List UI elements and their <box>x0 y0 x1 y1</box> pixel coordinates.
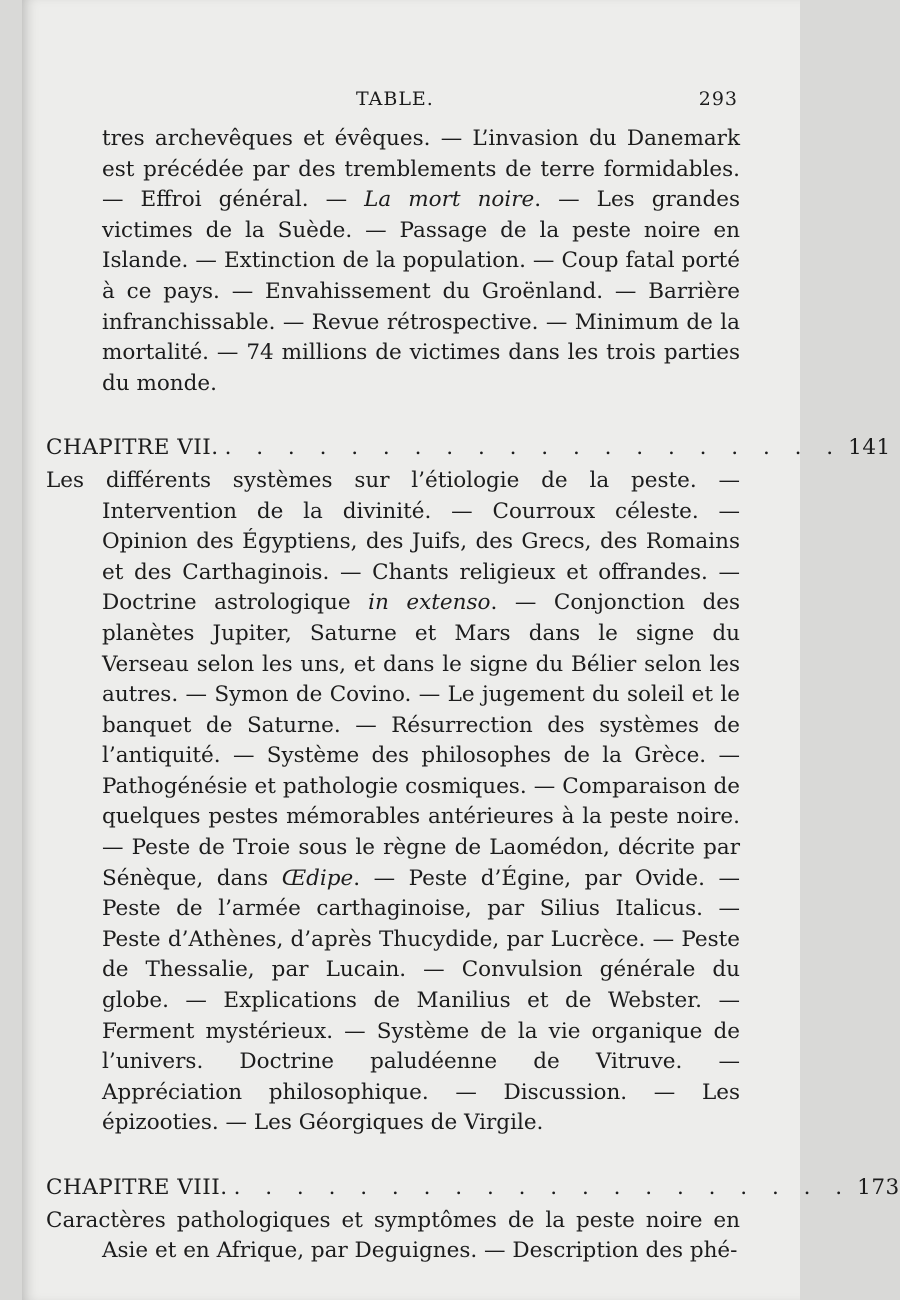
chapter-7-page: 141 <box>848 435 891 461</box>
chapter-7-leader-dots: . . . . . . . . . . . . . . . . . . . . <box>224 435 843 461</box>
chapter-8-entry <box>0 1206 800 1267</box>
running-head <box>0 86 800 116</box>
chapter-7-title: CHAPITRE VII. <box>46 435 219 461</box>
chapter-7-heading <box>46 433 891 464</box>
running-title: TABLE. <box>356 88 434 110</box>
chapter-8-title: CHAPITRE VIII. <box>46 1175 228 1200</box>
chapter-8-page: 173 <box>857 1175 900 1200</box>
table-of-contents <box>0 124 900 1267</box>
continued-entry <box>0 124 800 399</box>
chapter-8-heading <box>46 1173 900 1204</box>
chapter-7-entry <box>0 466 800 1139</box>
continued-entry-text: tres archevêques et évêques. — L’invasion du Danemark est précédée par des tremblements de terre formidables. — Effroi général. — La mort noire. — Les grandes victimes de la Suède. — Passage de la peste noire en Islande. — Extinction de la population. — Coup fatal porté à ce pays. — Envahissement du Groënland. — Barrière infranchissable. — Revue rétrospective. — Minimum de la mortalité. — 74 millions de victimes dans les trois parties du monde. <box>102 126 740 396</box>
page-number: 293 <box>698 88 738 110</box>
chapter-8-leader-dots: . . . . . . . . . . . . . . . . . . . . <box>233 1175 852 1200</box>
chapter-7-summary: Les différents systèmes sur l’étiologie de la peste. — Intervention de la divinité. — Courroux céleste. — Opinion des Égyptiens, des Juifs, des Grecs, des Romains et des Carthaginois. — Chants religieux et offrandes. — Doctrine astrologique in extenso. — Conjonction des planètes Jupiter, Saturne et Mars dans le signe du Verseau selon les uns, et dans le signe du Bélier selon les autres. — Symon de Covino. — Le jugement du soleil et le banquet de Saturne. — Résurrection des systèmes de l’antiquité. — Système des philosophes de la Grèce. — Pathogénésie et pathologie cosmiques. — Comparaison de quelques pestes mémorables antérieures à la peste noire. — Peste de Troie sous le règne de Laomédon, décrite par Sénèque, dans Œdipe. — Peste d’Égine, par Ovide. — Peste de l’armée carthaginoise, par Silius Italicus. — Peste d’Athènes, d’après Thucydide, par Lucrèce. — Peste de Thessalie, par Lucain. — Convulsion générale du globe. — Explications de Manilius et de Webster. — Ferment mystérieux. — Système de la vie organique de l’univers. Doctrine paludéenne de Vitruve. — Appréciation philosophique. — Discussion. — Les épizooties. — Les Géorgiques de Virgile. <box>46 467 741 1136</box>
chapter-8-summary: Caractères pathologiques et symptômes de la peste noire en Asie et en Afrique, par Deguignes. — Description des phé- <box>46 1207 740 1264</box>
